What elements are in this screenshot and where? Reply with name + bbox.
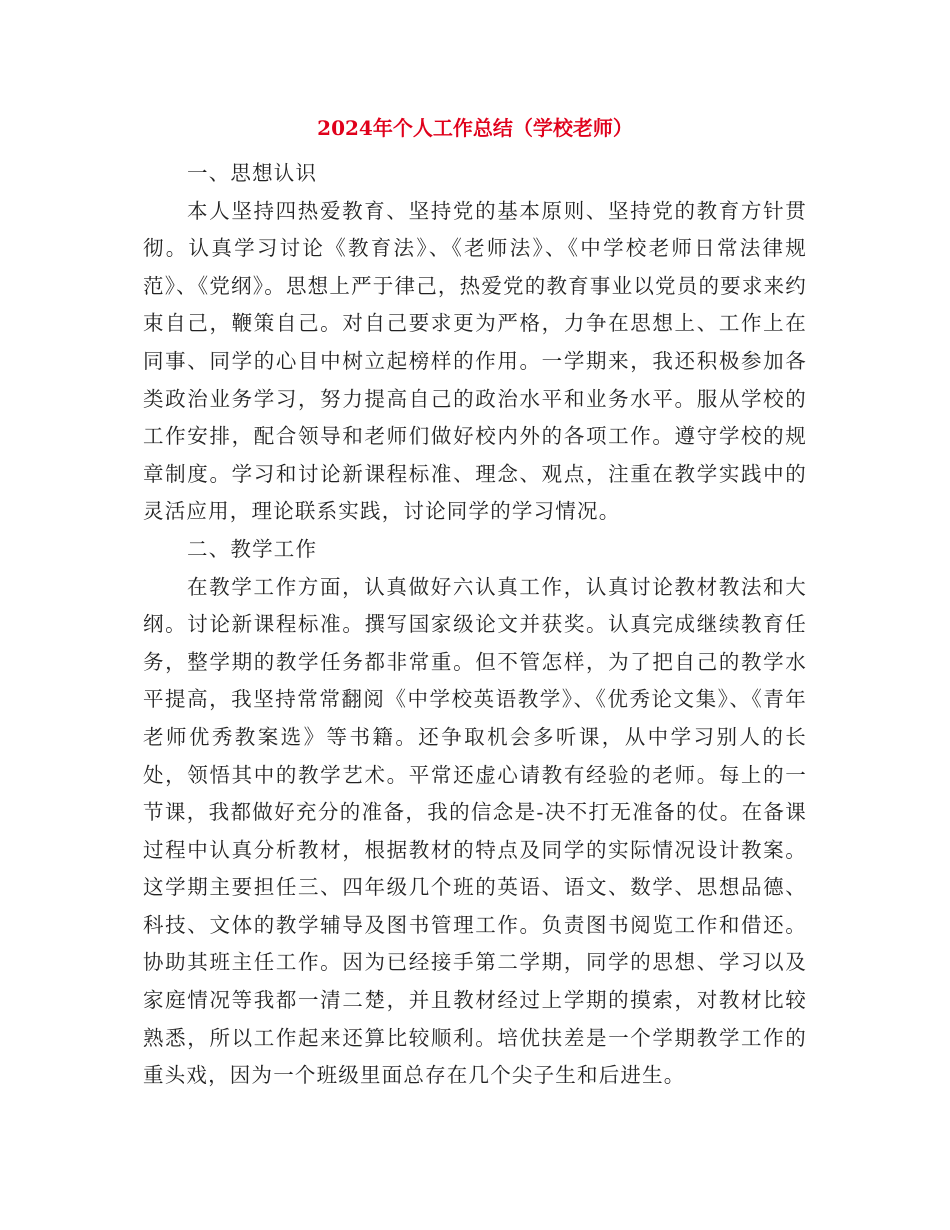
document-body: [143, 155, 807, 1095]
section-paragraph-teaching: 在教学工作方面，认真做好六认真工作，认真讨论教材教法和大纲。讨论新课程标准。撰写国家级论文并获奖。认真完成继续教育任务，整学期的教学任务都非常重。但不管怎样，为了把自己的教学水平提高，我坚持常常翻阅《中学校英语教学》、《优秀论文集》、《青年老师优秀教案选》等书籍。还争取机会多听课，从中学习别人的长处，领悟其中的教学艺术。平常还虚心请教有经验的老师。每上的一节课，我都做好充分的准备，我的信念是-决不打无准备的仗。在备课过程中认真分析教材，根据教材的特点及同学的实际情况设计教案。这学期主要担任三、四年级几个班的英语、语文、数学、思想品德、科技、文体的教学辅导及图书管理工作。负责图书阅览工作和借还。协助其班主任工作。因为已经接手第二学期，同学的思想、学习以及家庭情况等我都一清二楚，并且教材经过上学期的摸索，对教材比较熟悉，所以工作起来还算比较顺利。培优扶差是一个学期教学工作的重头戏，因为一个班级里面总存在几个尖子生和后进生。: [143, 574, 807, 1088]
section-heading-thought: 一、思想认识: [187, 161, 318, 185]
section-paragraph-thought: 本人坚持四热爱教育、坚持党的基本原则、坚持党的教育方针贯彻。认真学习讨论《教育法》、《老师法》、《中学校老师日常法律规范》、《党纲》。思想上严于律己，热爱党的教育事业以党员的要求来约束自己，鞭策自己。对自己要求更为严格，力争在思想上、工作上在同事、同学的心目中树立起榜样的作用。一学期来，我还积极参加各类政治业务学习，努力提高自己的政治水平和业务水平。服从学校的工作安排，配合领导和老师们做好校内外的各项工作。遵守学校的规章制度。学习和讨论新课程标准、理念、观点，注重在教学实践中的灵活应用，理论联系实践，讨论同学的学习情况。: [143, 198, 807, 524]
section-heading-teaching: 二、教学工作: [187, 536, 318, 561]
document-title: 2024年个人工作总结（学校老师）: [317, 116, 633, 140]
